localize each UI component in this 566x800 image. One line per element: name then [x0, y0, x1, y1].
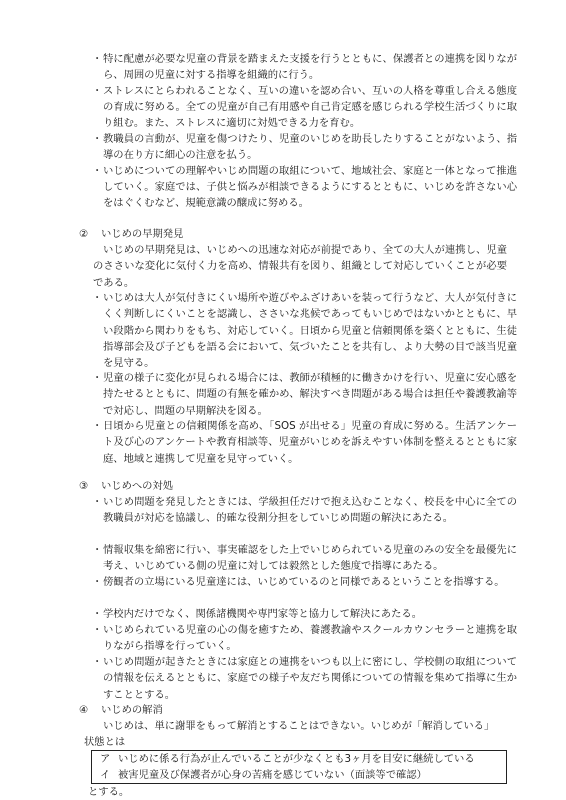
criteria-box	[91, 750, 507, 784]
bullet-mark: ・	[92, 656, 103, 669]
list-item: ・ いじめについての理解やいじめ問題の取組について、地域社会、家庭と一体となって推進していく。家庭では、子供と悩みが相談できるようにするとともに、いじめを許さない心をはぐくむなど、規範意識の醸成に努める。	[92, 165, 517, 210]
bullet-mark: ・	[92, 53, 103, 65]
section-heading: ③ いじめへの対処	[79, 480, 174, 492]
criteria-row: イ 被害児童及び保護者が心身の苦痛を感じていない（面談等で確認）	[100, 769, 427, 782]
list-item: ・ いじめられている児童の心の傷を癒すため、養護教諭やスクールカウンセラーと連携を取りながら指導を行っていく。	[92, 624, 517, 653]
section-heading: ② いじめの早期発見	[79, 228, 184, 240]
closing-text: とする。	[88, 786, 130, 798]
bullet-mark: ・	[92, 624, 103, 637]
bullet-mark: ・	[92, 576, 103, 589]
section-intro: いじめは、単に謝罪をもって解消とすることはできない。いじめが「解消している」	[103, 720, 495, 733]
list-item: ・ いじめ問題が起きたときには家庭との連携をいつも以上に密にし、学校側の取組についての情報を伝えるとともに、家庭での様子や友だち関係についての情報を集めて指導に生かすこととする。	[92, 656, 517, 701]
section-intro-continued: 状態とは	[84, 736, 126, 749]
criteria-row: ア いじめに係る行為が止んでいることが少なくとも3ヶ月を目安に継続している	[100, 753, 475, 765]
section-response	[0, 478, 566, 702]
list-item: ・ いじめ問題を発見したときには、学級担任だけで抱え込むことなく、校長を中心に全ての教職員が対応を協議し、的確な役割分担をしていじめ問題の解決にあたる。	[92, 496, 517, 525]
list-item: ・ 日頃から児童との信頼関係を高め、「SOS が出せる」児童の育成に努める。生活アンケート及び心のアンケートや教育相談等、児童がいじめを訴えやすい体制を整えるとともに家庭、地域と連携して児童を見守っていく。	[92, 420, 517, 465]
section-resolution	[0, 702, 566, 798]
list-item: ・ 学校内だけでなく、関係諸機関や専門家等と協力して解決にあたる。	[92, 606, 517, 622]
section-intro: いじめの早期発見は、いじめへの迅速な対応が前提であり、全ての大人が連携し、児童のささいな変化に気付く力を高め、情報共有を図り、組織として対応していくことが必要である。	[93, 244, 507, 289]
section-heading: ④ いじめの解消	[79, 704, 163, 716]
bullet-mark: ・	[92, 372, 103, 385]
section-early-detection	[0, 226, 566, 466]
bullet-mark: ・	[92, 133, 103, 145]
list-item: ・ 児童の様子に変化が見られる場合には、教師が積極的に働きかけを行い、児童に安心感を持たせるとともに、問題の有無を確かめ、解決すべき問題がある場合は担任や養護教諭等で対応し、問題の早期解決を図る。	[92, 372, 517, 417]
list-item: ・ 教職員の言動が、児童を傷つけたり、児童のいじめを助長したりすることがないよう、指導の在り方に細心の注意を払う。	[92, 133, 517, 162]
bullet-mark: ・	[92, 85, 103, 97]
list-item: ・ いじめは大人が気付きにくい場所や遊びやふざけあいを装って行うなど、大人が気付きにくく判断しにくいことを認識し、ささいな兆候であってもいじめではないかとともに、早い段階から関わりをもち、対応していく。日頃から児童と信頼関係を築くとともに、生徒指導部会及び子どもを語る会において、気づいたことを共有し、より大勢の目で該当児童を見守る。	[92, 292, 517, 370]
bullet-mark: ・	[92, 544, 103, 557]
list-item: ・ 傍観者の立場にいる児童達には、いじめているのと同様であるということを指導する。	[92, 574, 517, 606]
bullet-mark: ・	[92, 608, 103, 621]
bullet-list-section-1	[0, 51, 566, 211]
bullet-mark: ・	[92, 165, 103, 177]
bullet-mark: ・	[92, 292, 103, 305]
list-item: ・ ストレスにとらわれることなく、互いの違いを認め合い、互いの人格を尊重し合える態度の育成に努める。全ての児童が自己有用感や自己肯定感を感じられる学校生活づくりに取り組む。また、ストレスに適切に対処できる力を育む。	[92, 85, 517, 130]
bullet-mark: ・	[92, 420, 103, 433]
bullet-mark: ・	[92, 496, 103, 509]
list-item: ・ 特に配慮が必要な児童の背景を踏まえた支援を行うとともに、保護者との連携を図りながら、周囲の児童に対する指導を組織的に行う。	[92, 53, 517, 82]
list-item: ・ 情報収集を綿密に行い、事実確認をした上でいじめられている児童のみの安全を最優先に考え、いじめている側の児童に対しては毅然とした態度で指導にあたる。	[92, 544, 517, 573]
